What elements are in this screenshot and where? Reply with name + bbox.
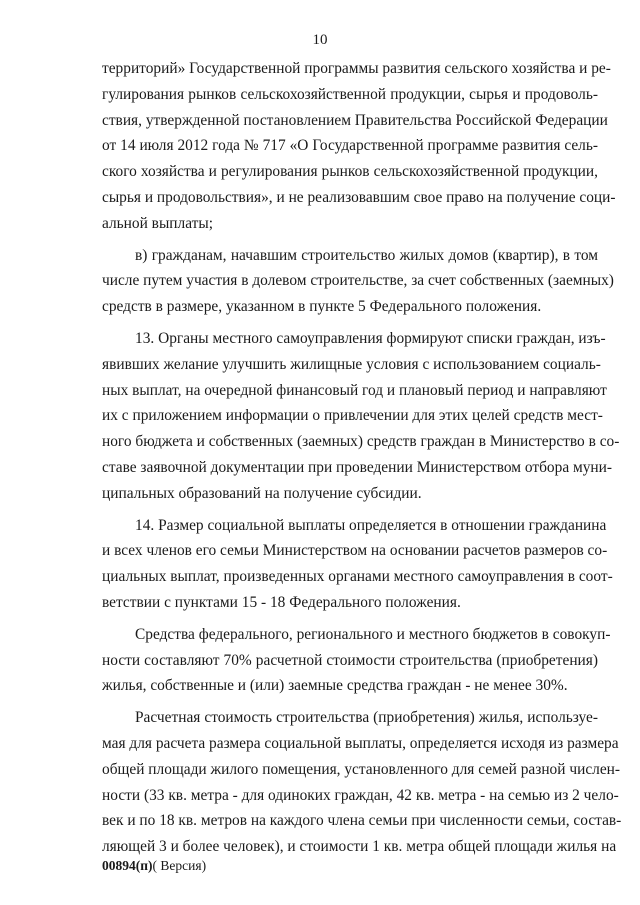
text-line: их с приложением информации о привлечении для этих целей средств мест-	[102, 407, 603, 425]
text-line: ставе заявочной документации при проведении Министерством отбора муни-	[102, 458, 613, 476]
text-line: в) гражданам, начавшим строительство жилых домов (квартир), в том	[135, 246, 598, 264]
page-number: 10	[312, 32, 328, 48]
text-line: от 14 июля 2012 года № 717 «О Государственной программе развития сель-	[102, 137, 598, 155]
text-line: ципальных образований на получение субсидии.	[102, 484, 422, 502]
text-line: сырья и продовольствия», и не реализовавшим свое право на получение соци-	[102, 188, 616, 206]
text-line: ного бюджета и собственных (заемных) средств граждан в Министерство в со-	[102, 433, 620, 451]
document-footer	[102, 858, 206, 874]
document-body	[102, 56, 622, 860]
text-line: век и по 18 кв. метров на каждого члена семьи при численности семьи, состав-	[102, 812, 622, 830]
text-line: циальных выплат, произведенных органами местного самоуправления в соот-	[102, 568, 613, 586]
text-line: средств в размере, указанном в пункте 5 Федерального положения.	[102, 298, 542, 316]
text-line: альной выплаты;	[102, 214, 213, 232]
text-line: ных выплат, на очередной финансовый год и плановый период и направляют	[102, 381, 607, 399]
text-line: явивших желание улучшить жилищные условия с использованием социаль-	[102, 355, 601, 373]
text-line: и всех членов его семьи Министерством на основании расчетов размеров со-	[102, 542, 608, 560]
text-line: жилья, собственные и (или) заемные средства граждан - не менее 30%.	[102, 677, 568, 695]
text-line: гулирования рынков сельскохозяйственной продукции, сырья и продоволь-	[102, 85, 598, 103]
text-line: Средства федерального, регионального и местного бюджетов в совокуп-	[135, 625, 611, 643]
text-line: ляющей 3 и более человек), и стоимости 1 кв. метра общей площади жилья на	[102, 838, 617, 856]
document-version: ( Версия)	[152, 858, 207, 873]
text-line: территорий» Государственной программы развития сельского хозяйства и ре-	[102, 60, 611, 77]
text-line: мая для расчета размера социальной выплаты, определяется исходя из размера	[102, 734, 619, 752]
text-line: ского хозяйства и регулирования рынков сельскохозяйственной продукции,	[102, 163, 598, 181]
document-code: 00894(п)	[102, 858, 153, 873]
text-line: ветствии с пунктами 15 - 18 Федерального положения.	[102, 593, 461, 611]
text-line: числе путем участия в долевом строительстве, за счет собственных (заемных)	[102, 272, 614, 290]
text-line: 13. Органы местного самоуправления формируют списки граждан, изъ-	[135, 329, 606, 347]
text-line: ности (33 кв. метра - для одиноких граждан, 42 кв. метра - на семью из 2 чело-	[102, 786, 619, 804]
text-line: Расчетная стоимость строительства (приобретения) жилья, используе-	[135, 709, 598, 727]
text-line: общей площади жилого помещения, установленного для семей разной числен-	[102, 760, 621, 778]
text-line: ствия, утвержденной постановлением Правительства Российской Федерации	[102, 111, 608, 129]
text-line: 14. Размер социальной выплаты определяется в отношении гражданина	[135, 516, 607, 534]
text-line: ности составляют 70% расчетной стоимости строительства (приобретения)	[102, 651, 598, 669]
